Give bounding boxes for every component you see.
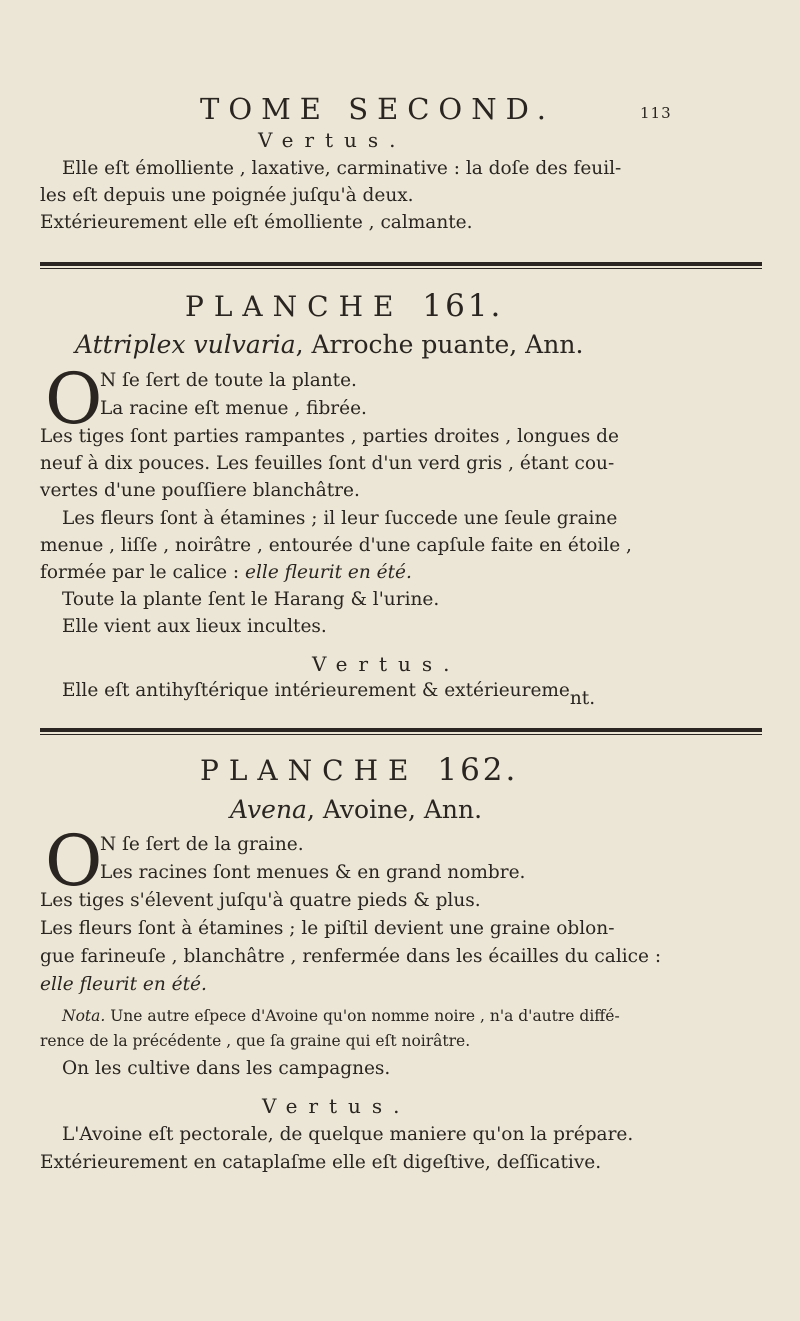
text-line: Toute la plante ſent le Harang & l'urine. <box>62 589 440 610</box>
text-line: neuf à dix pouces. Les feuilles ſont d'un verd gris , étant cou- <box>40 453 615 474</box>
text-line: N ſe ſert de toute la plante. <box>100 370 357 391</box>
running-header: TOME SECOND. <box>200 92 556 126</box>
text-line: les eſt depuis une poignée juſqu'à deux. <box>40 185 414 206</box>
text-line: Les tiges ſont parties rampantes , parties droites , longues de <box>40 426 619 447</box>
text-line: menue , liſſe , noirâtre , entourée d'une capſule faite en étoile , <box>40 535 632 556</box>
text-line: La racine eſt menue , fibrée. <box>100 398 367 419</box>
planche-heading-161 <box>185 288 503 324</box>
text-line: vertes d'une pouſſiere blanchâtre. <box>40 480 360 501</box>
planche-number: 162. <box>437 752 519 788</box>
text-line: Elle vient aux lieux incultes. <box>62 616 327 637</box>
species-title-161 <box>75 330 583 359</box>
drop-capital: O <box>45 358 103 440</box>
text-line: Les racines ſont menues & en grand nombre. <box>100 862 526 883</box>
text-line: Elle eſt émolliente , laxative, carminative : la doſe des feuil- <box>62 158 622 179</box>
nota-line <box>62 1007 620 1025</box>
species-common-name: , Arroche puante, Ann. <box>295 330 584 359</box>
species-latin-name: Avena <box>230 795 307 824</box>
nota-line: rence de la précédente , que ſa graine qui eſt noirâtre. <box>40 1032 471 1050</box>
planche-label: PLANCHE <box>200 754 419 787</box>
text-line: On les cultive dans les campagnes. <box>62 1058 391 1079</box>
species-common-name: , Avoine, Ann. <box>306 795 483 824</box>
species-latin-name: Attriplex vulvaria <box>75 330 296 359</box>
page-number: 113 <box>640 104 672 122</box>
vertus-heading-162: Vertus. <box>262 1094 411 1118</box>
text-line <box>62 680 596 709</box>
planche-heading-162 <box>200 752 518 788</box>
text-line: Extérieurement en cataplaſme elle eſt digeſtive, deſſicative. <box>40 1152 602 1173</box>
text-line: Les fleurs ſont à étamines ; le piſtil devient une graine oblon- <box>40 918 615 939</box>
text-line: Les tiges s'élevent juſqu'à quatre pieds & plus. <box>40 890 481 911</box>
planche-number: 161. <box>422 288 504 324</box>
text-segment: nt. <box>569 688 596 709</box>
text-line: gue farineuſe , blanchâtre , renfermée dans les écailles du calice : <box>40 946 662 967</box>
text-line: Extérieurement elle eſt émolliente , calmante. <box>40 212 473 233</box>
text-segment: formée par le calice : <box>40 562 246 583</box>
text-segment: Une autre eſpece d'Avoine qu'on nomme noire , n'a d'autre diffé- <box>105 1007 620 1025</box>
text-line <box>40 564 412 583</box>
italic-phrase: elle fleurit en été. <box>245 562 412 583</box>
planche-label: PLANCHE <box>185 290 404 323</box>
text-line: Les fleurs ſont à étamines ; il leur ſuccede une ſeule graine <box>62 508 618 529</box>
vertus-heading-161: Vertus. <box>312 652 461 676</box>
text-line: elle fleurit en été. <box>40 974 207 995</box>
vertus-heading-prev: Vertus. <box>258 128 407 152</box>
text-line: L'Avoine eſt pectorale, de quelque maniere qu'on la prépare. <box>62 1124 634 1145</box>
nota-label: Nota. <box>62 1007 106 1025</box>
text-segment: Elle eſt antihyſtérique intérieurement & extérieureme <box>62 680 570 701</box>
drop-capital: O <box>45 820 103 902</box>
text-line: N ſe ſert de la graine. <box>100 834 304 855</box>
section-divider <box>40 728 762 735</box>
species-title-162 <box>230 795 482 824</box>
section-divider <box>40 262 762 269</box>
